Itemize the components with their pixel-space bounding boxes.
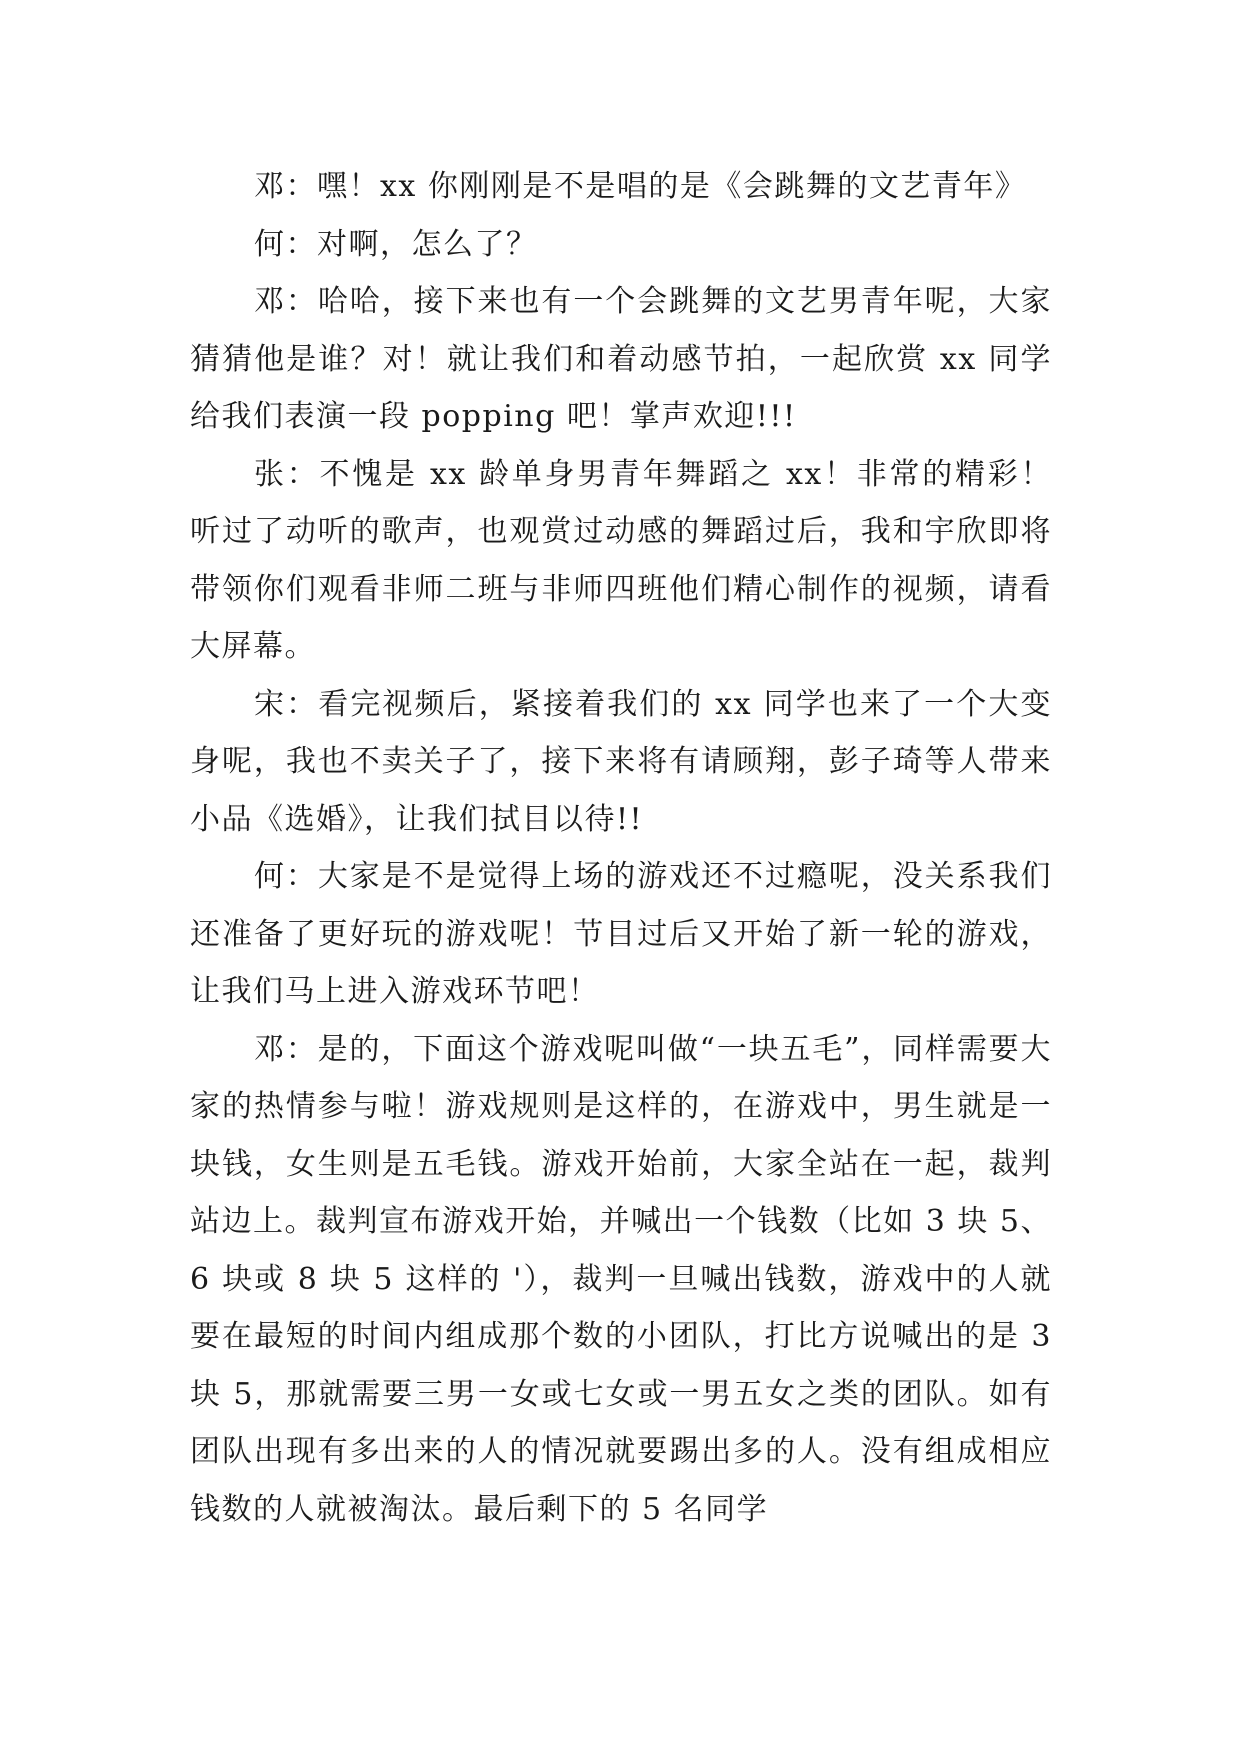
- paragraph-deng-2: 邓：哈哈，接下来也有一个会跳舞的文艺男青年呢，大家猜猜他是谁？对！就让我们和着动感节拍，一起欣赏 xx 同学给我们表演一段 popping 吧！掌声欢迎!!!: [190, 284, 1052, 434]
- paragraph-deng-1: 邓：嘿！xx 你刚刚是不是唱的是《会跳舞的文艺青年》: [254, 169, 1027, 204]
- paragraph-deng-3: 邓：是的，下面这个游戏呢叫做“一块五毛”，同样需要大家的热情参与啦！游戏规则是这样的，在游戏中，男生就是一块钱，女生则是五毛钱。游戏开始前，大家全站在一起，裁判站边上。裁判宣布游戏开始，并喊出一个钱数（比如 3 块 5、6 块或 8 块 5 这样的 '），裁判一旦喊出钱数，游戏中的人就要在最短的时间内组成那个数的小团队，打比方说喊出的是 3 块 5，那就需要三男一女或七女或一男五女之类的团队。如有团队出现有多出来的人的情况就要踢出多的人。没有组成相应钱数的人就被淘汰。最后剩下的 5 名同学: [190, 1031, 1064, 1527]
- paragraph-song-1: 宋：看完视频后，紧接着我们的 xx 同学也来了一个大变身呢，我也不卖关子了，接下来将有请顾翔，彭子琦等人带来小品《选婚》，让我们拭目以待!!: [190, 686, 1052, 837]
- document-body: [190, 158, 1064, 1538]
- paragraph-he-2: 何：大家是不是觉得上场的游戏还不过瘾呢，没关系我们还准备了更好玩的游戏呢！节目过后又开始了新一轮的游戏，让我们马上进入游戏环节吧！: [190, 859, 1052, 1009]
- paragraph-he-1: 何：对啊，怎么了？: [254, 226, 538, 262]
- paragraph-zhang-1: 张：不愧是 xx 龄单身男青年舞蹈之 xx！非常的精彩！听过了动听的歌声，也观赏过动感的舞蹈过后，我和宇欣即将带领你们观看非师二班与非师四班他们精心制作的视频，请看大屏幕。: [190, 456, 1052, 664]
